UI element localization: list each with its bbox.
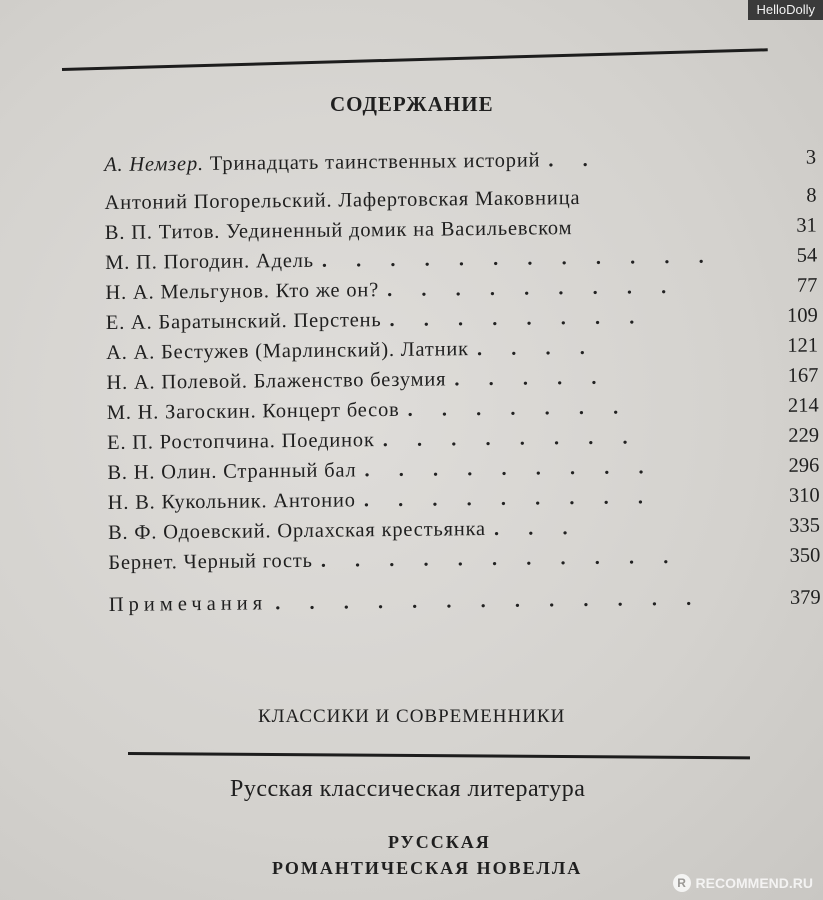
dot-leader: . . . . . xyxy=(454,366,609,391)
dot-leader: . . . . . . . . . . . . xyxy=(321,245,716,272)
toc-entry-title: Н. А. Полевой. Блаженство безумия xyxy=(106,368,447,394)
toc-entry-title xyxy=(104,145,540,180)
toc-entry-page: 3 xyxy=(805,146,817,169)
toc-entry-title: Е. А. Баратынский. Перстень xyxy=(105,309,382,334)
dot-leader: . . . . . . . xyxy=(407,396,631,421)
dot-leader: . . . . . . . . . xyxy=(386,275,679,302)
toc-entry-page: 121 xyxy=(787,334,819,357)
toc-entry-page: 350 xyxy=(789,544,821,567)
dot-leader: . . . . . . . . xyxy=(382,426,640,452)
toc-entry-title: Н. В. Кукольник. Антонио xyxy=(107,489,356,514)
toc-entry-page: 296 xyxy=(788,454,820,477)
toc-entry-title: Примечания xyxy=(108,592,268,616)
toc-entry-page: 109 xyxy=(786,304,818,327)
toc-entry-page: 229 xyxy=(788,424,820,447)
toc-entry-notes xyxy=(109,583,821,620)
site-watermark-bottom xyxy=(673,874,813,892)
contents-heading: СОДЕРЖАНИЕ xyxy=(330,92,494,116)
toc-entry-title: М. П. Погодин. Адель xyxy=(105,249,314,274)
toc-entry-page: 54 xyxy=(796,244,818,267)
site-watermark-top: HelloDolly xyxy=(748,0,823,20)
dot-leader: . . . xyxy=(493,517,580,540)
toc-entry-page: 310 xyxy=(788,484,820,507)
toc-entry-page: 214 xyxy=(787,394,819,417)
toc-entry-page: 8 xyxy=(806,184,817,207)
top-rule-divider xyxy=(62,48,768,71)
watermark-text: RECOMMEND.RU xyxy=(695,875,813,891)
toc-entry-author: А. Немзер. xyxy=(104,152,205,176)
toc-entry-title: В. П. Титов. Уединенный домик на Васильевском xyxy=(104,217,573,244)
toc-entry-page: 335 xyxy=(789,514,821,537)
toc-entry-title: Е. П. Ростопчина. Поединок xyxy=(106,429,375,454)
toc-entry-title: Бернет. Черный гость xyxy=(108,549,313,574)
toc-entry-page: 167 xyxy=(787,364,819,387)
book-title-line-1: РУССКАЯ xyxy=(388,832,491,852)
dot-leader: . . . . . . . . . xyxy=(364,456,656,482)
dot-leader: . . . . . . . . . xyxy=(363,486,656,512)
subseries-title: Русская классическая литература xyxy=(230,776,586,802)
dot-leader: . . . . xyxy=(476,336,597,361)
bottom-rule-divider xyxy=(128,752,750,759)
dot-leader: . . xyxy=(548,148,600,172)
toc-entry-title: М. Н. Загоскин. Концерт бесов xyxy=(106,398,400,424)
toc-entry-page: 77 xyxy=(796,274,818,297)
series-title: КЛАССИКИ И СОВРЕМЕННИКИ xyxy=(258,706,566,727)
toc-entry xyxy=(108,541,820,578)
toc-entry-title: В. Ф. Одоевский. Орлахская крестьянка xyxy=(107,518,486,544)
dot-leader: . . . . . . . . . . . . . xyxy=(275,587,704,615)
toc-entry-title: А. А. Бестужев (Марлинский). Латник xyxy=(106,338,470,364)
recommend-logo-icon: R xyxy=(673,874,691,892)
toc-entry-text: Тринадцать таинственных историй xyxy=(209,149,541,175)
dot-leader xyxy=(580,232,759,234)
toc-entry-title: В. Н. Олин. Странный бал xyxy=(107,459,357,484)
toc-entry-title: Н. А. Мельгунов. Кто же он? xyxy=(105,279,380,304)
dot-leader: . . . . . . . . xyxy=(389,306,647,332)
table-of-contents xyxy=(104,143,821,620)
book-title-line-2: РОМАНТИЧЕСКАЯ НОВЕЛЛА xyxy=(272,858,583,878)
toc-entry-title: Антоний Погорельский. Лафертовская Маковница xyxy=(104,187,581,214)
toc-entry-page: 31 xyxy=(796,214,817,237)
toc-entry-page: 379 xyxy=(789,586,821,609)
dot-leader: . . . . . . . . . . . xyxy=(320,545,681,572)
dot-leader xyxy=(588,202,758,204)
